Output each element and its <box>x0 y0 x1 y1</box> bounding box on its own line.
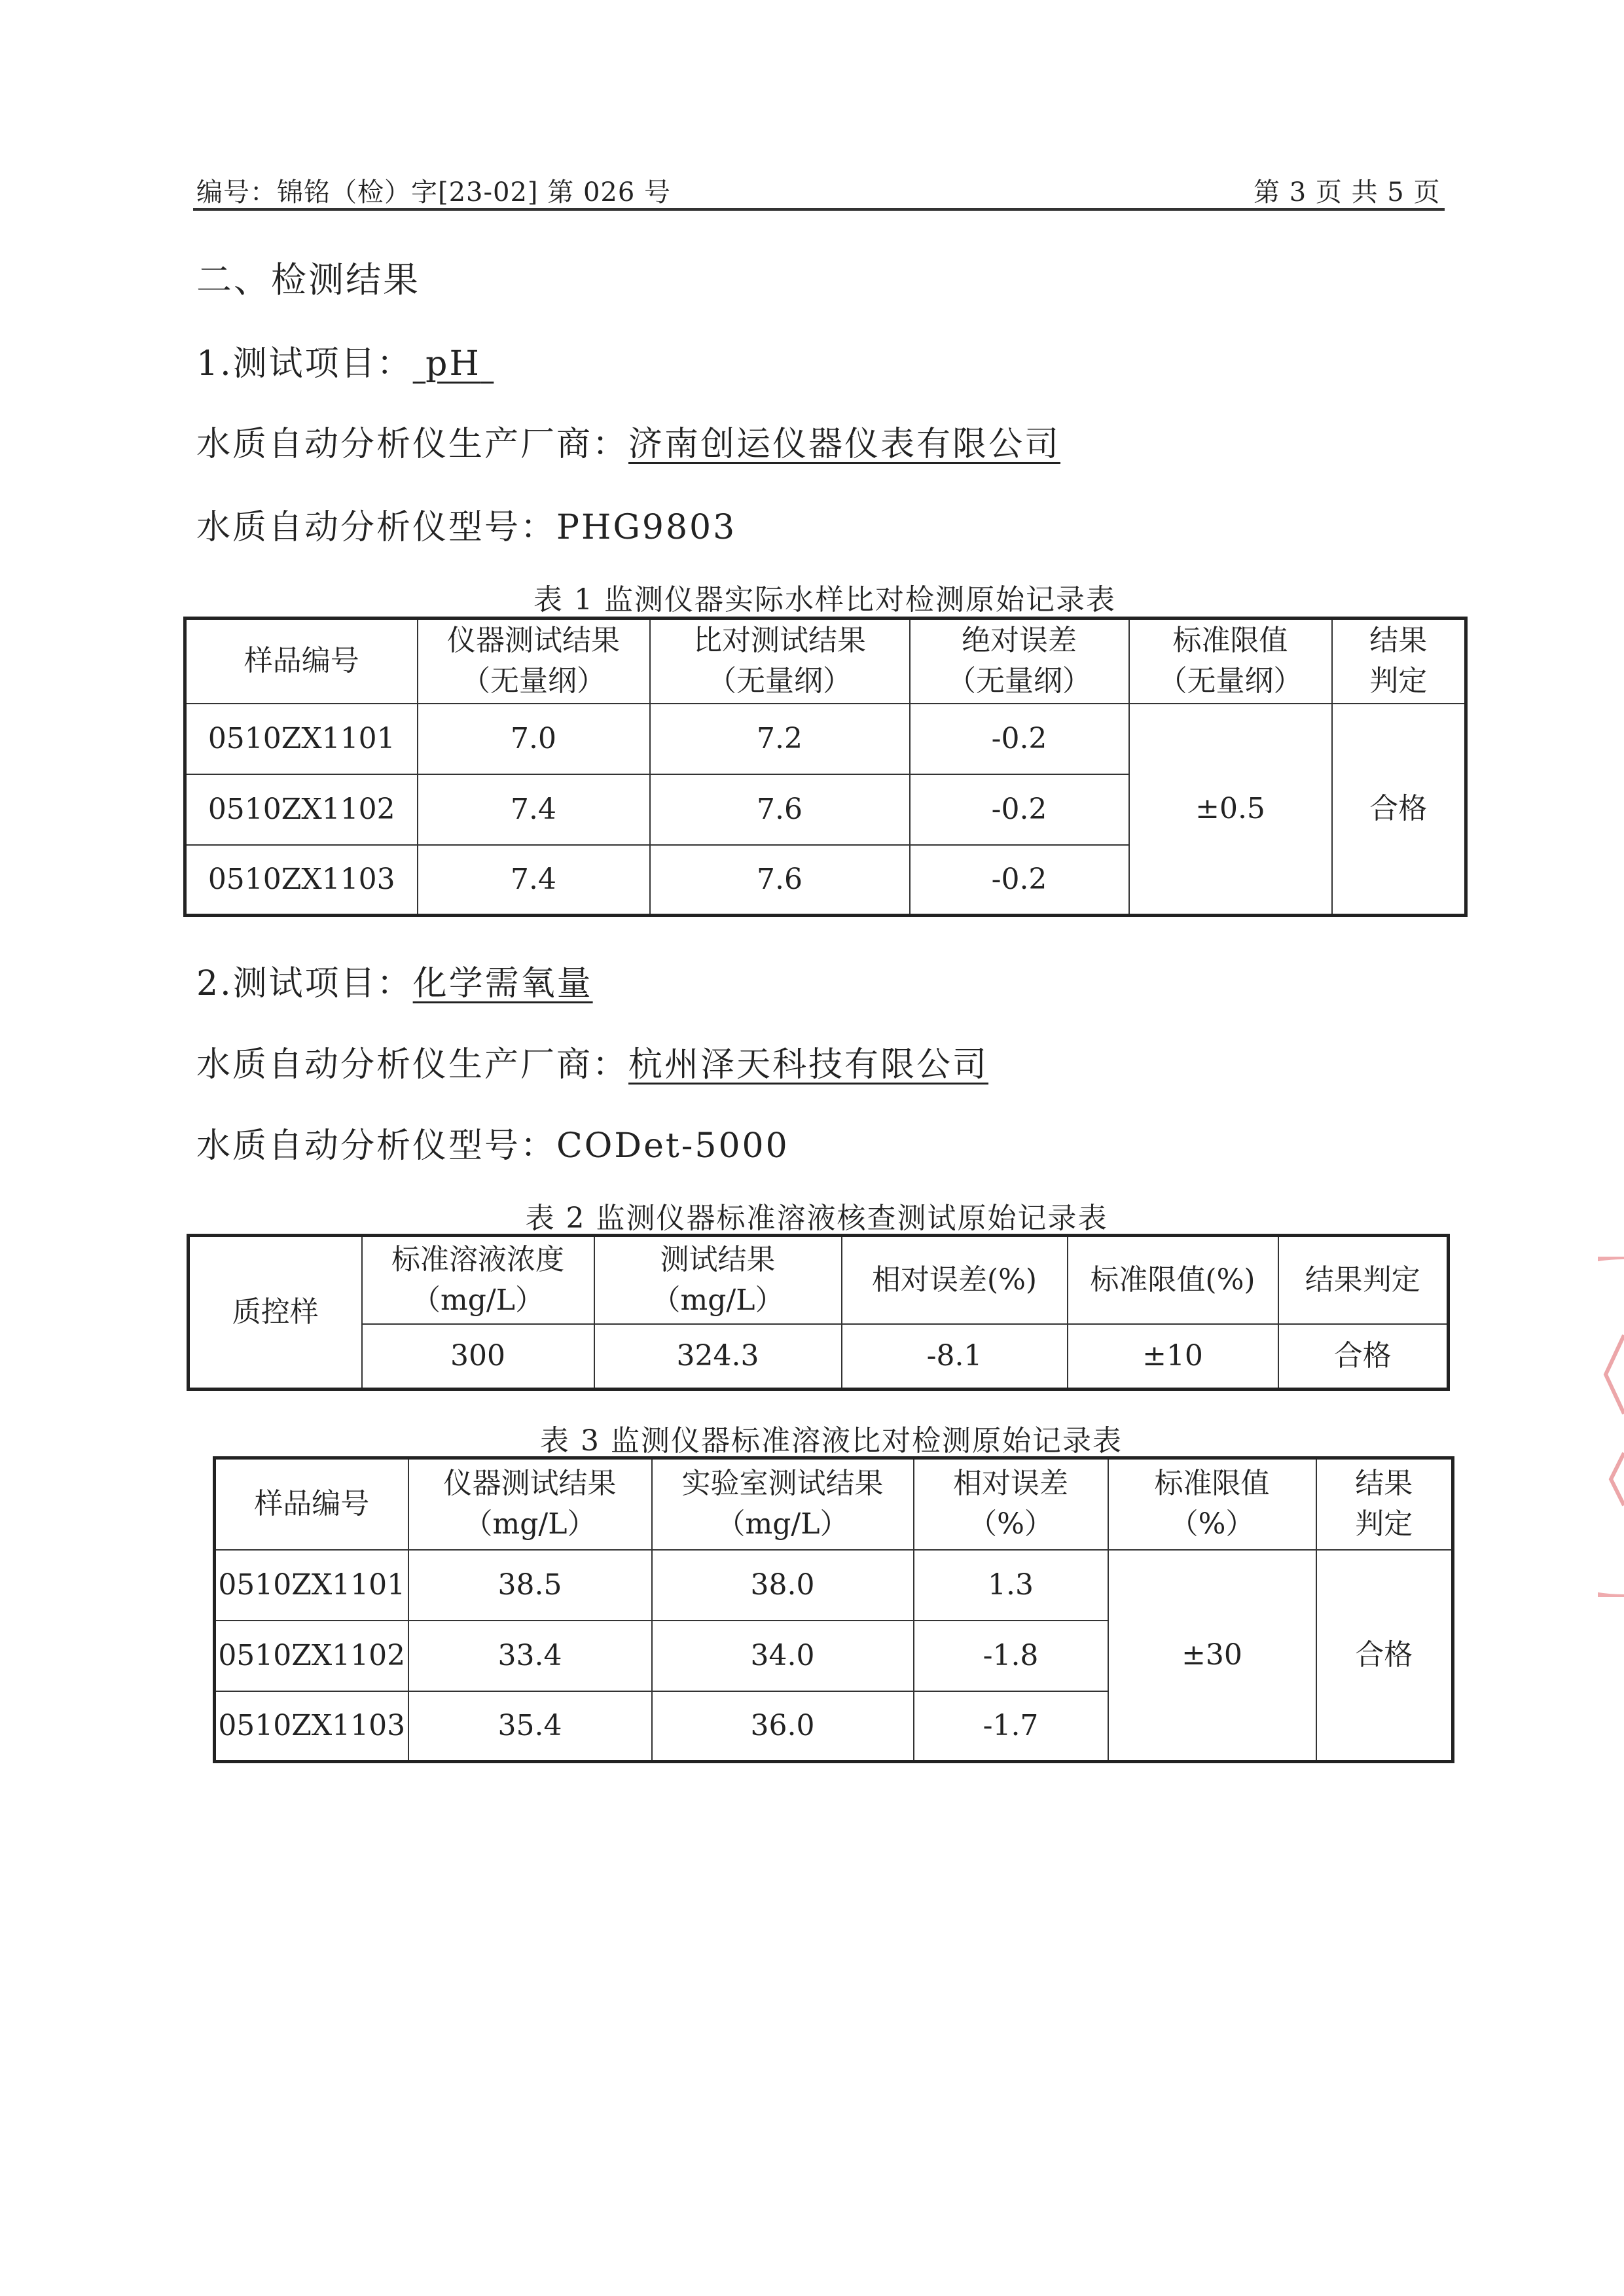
document-number: 编号：锦铭（检）字[23-02] 第 026 号 <box>196 177 672 207</box>
item2-value: 化学需氧量 <box>412 964 593 1003</box>
table1-header-limit: 标准限值 （无量纲） <box>1129 619 1332 704</box>
table-cell: 34.0 <box>652 1621 914 1691</box>
table1-header-compare: 比对测试结果 （无量纲） <box>650 619 910 704</box>
table-cell: -0.2 <box>910 704 1129 774</box>
section-title: 二、检测结果 <box>196 259 420 300</box>
table2-caption: 表 2 监测仪器标准溶液核查测试原始记录表 <box>525 1202 1108 1235</box>
item1-maker: 济南创运仪器仪表有限公司 <box>628 425 1061 464</box>
table2-header-result: 结果判定 <box>1278 1236 1449 1324</box>
table2-header-row <box>189 1236 1449 1324</box>
item2-label: 2.测试项目： <box>196 964 413 1003</box>
table-row <box>185 704 1466 774</box>
table1-header-abs-error: 绝对误差 （无量纲） <box>910 619 1129 704</box>
table-row <box>189 1324 1449 1390</box>
table1 <box>183 617 1468 917</box>
table-cell: 38.5 <box>408 1550 652 1621</box>
table-cell: 0510ZX1103 <box>215 1691 408 1762</box>
table3-header-row <box>215 1458 1453 1550</box>
item2-maker-label: 水质自动分析仪生产厂商： <box>196 1045 629 1085</box>
table3-header-sample: 样品编号 <box>215 1458 408 1550</box>
table1-header-sample: 样品编号 <box>185 619 418 704</box>
table-cell: 33.4 <box>408 1621 652 1691</box>
item2-model-label: 水质自动分析仪型号： <box>196 1126 557 1166</box>
table1-caption: 表 1 监测仪器实际水样比对检测原始记录表 <box>533 583 1116 617</box>
item1-maker-line <box>196 416 1060 465</box>
item2-model: CODet-5000 <box>556 1126 789 1166</box>
table1-limit: ±0.5 <box>1129 704 1332 916</box>
table3-caption: 表 3 监测仪器标准溶液比对检测原始记录表 <box>540 1424 1123 1458</box>
table-cell: 35.4 <box>408 1691 652 1762</box>
table-cell: 7.6 <box>650 845 910 916</box>
table-cell: 1.3 <box>914 1550 1108 1621</box>
red-seal-stamp <box>1598 1257 1624 1597</box>
table2-row-label: 质控样 <box>189 1236 362 1390</box>
table-cell: 0510ZX1102 <box>215 1621 408 1691</box>
item1-maker-label: 水质自动分析仪生产厂商： <box>196 425 629 464</box>
item2-model-line <box>196 1118 789 1167</box>
table-cell: 0510ZX1102 <box>185 774 418 845</box>
table-cell: 324.3 <box>594 1324 842 1390</box>
table-cell: 7.0 <box>418 704 650 774</box>
table1-header-row <box>185 619 1466 704</box>
table-cell: 38.0 <box>652 1550 914 1621</box>
table2-header-test-result: 测试结果 （mg/L） <box>594 1236 842 1324</box>
header-rule <box>193 208 1445 211</box>
table3 <box>213 1456 1454 1763</box>
table1-result: 合格 <box>1332 704 1466 916</box>
item1-model-line <box>196 499 736 548</box>
table-cell: 7.4 <box>418 845 650 916</box>
table2 <box>187 1234 1450 1391</box>
item2-maker: 杭州泽天科技有限公司 <box>628 1045 989 1085</box>
item1-line <box>196 336 494 385</box>
table-cell: 7.4 <box>418 774 650 845</box>
table2-header-rel-error: 相对误差(%) <box>842 1236 1068 1324</box>
table3-limit: ±30 <box>1108 1550 1316 1762</box>
table-cell: -8.1 <box>842 1324 1068 1390</box>
table3-header-lab: 实验室测试结果 （mg/L） <box>652 1458 914 1550</box>
table-cell: ±10 <box>1068 1324 1278 1390</box>
table2-header-concentration: 标准溶液浓度 （mg/L） <box>362 1236 594 1324</box>
table-cell: 300 <box>362 1324 594 1390</box>
table3-header-result: 结果 判定 <box>1316 1458 1453 1550</box>
item2-line <box>196 956 593 1005</box>
item1-model-label: 水质自动分析仪型号： <box>196 508 557 547</box>
table-row <box>215 1550 1453 1621</box>
item1-value: pH <box>425 344 481 384</box>
table-cell: -0.2 <box>910 774 1129 845</box>
table-cell: 0510ZX1101 <box>185 704 418 774</box>
table3-header-instrument: 仪器测试结果 （mg/L） <box>408 1458 652 1550</box>
item1-label: 1.测试项目： <box>196 344 413 384</box>
table-cell: 合格 <box>1278 1324 1449 1390</box>
item2-maker-line <box>196 1037 988 1086</box>
table1-header-instrument: 仪器测试结果 （无量纲） <box>418 619 650 704</box>
item1-model: PHG9803 <box>556 508 737 547</box>
table2-header-limit: 标准限值(%) <box>1068 1236 1278 1324</box>
table1-header-result: 结果 判定 <box>1332 619 1466 704</box>
table3-header-rel-error: 相对误差 （%） <box>914 1458 1108 1550</box>
page-info: 第 3 页 共 5 页 <box>1254 177 1441 207</box>
table-cell: 7.6 <box>650 774 910 845</box>
table3-result: 合格 <box>1316 1550 1453 1762</box>
table-cell: -1.7 <box>914 1691 1108 1762</box>
table-cell: 36.0 <box>652 1691 914 1762</box>
table3-header-limit: 标准限值 （%） <box>1108 1458 1316 1550</box>
table-cell: -1.8 <box>914 1621 1108 1691</box>
table-cell: -0.2 <box>910 845 1129 916</box>
table-cell: 0510ZX1103 <box>185 845 418 916</box>
table-cell: 7.2 <box>650 704 910 774</box>
table-cell: 0510ZX1101 <box>215 1550 408 1621</box>
